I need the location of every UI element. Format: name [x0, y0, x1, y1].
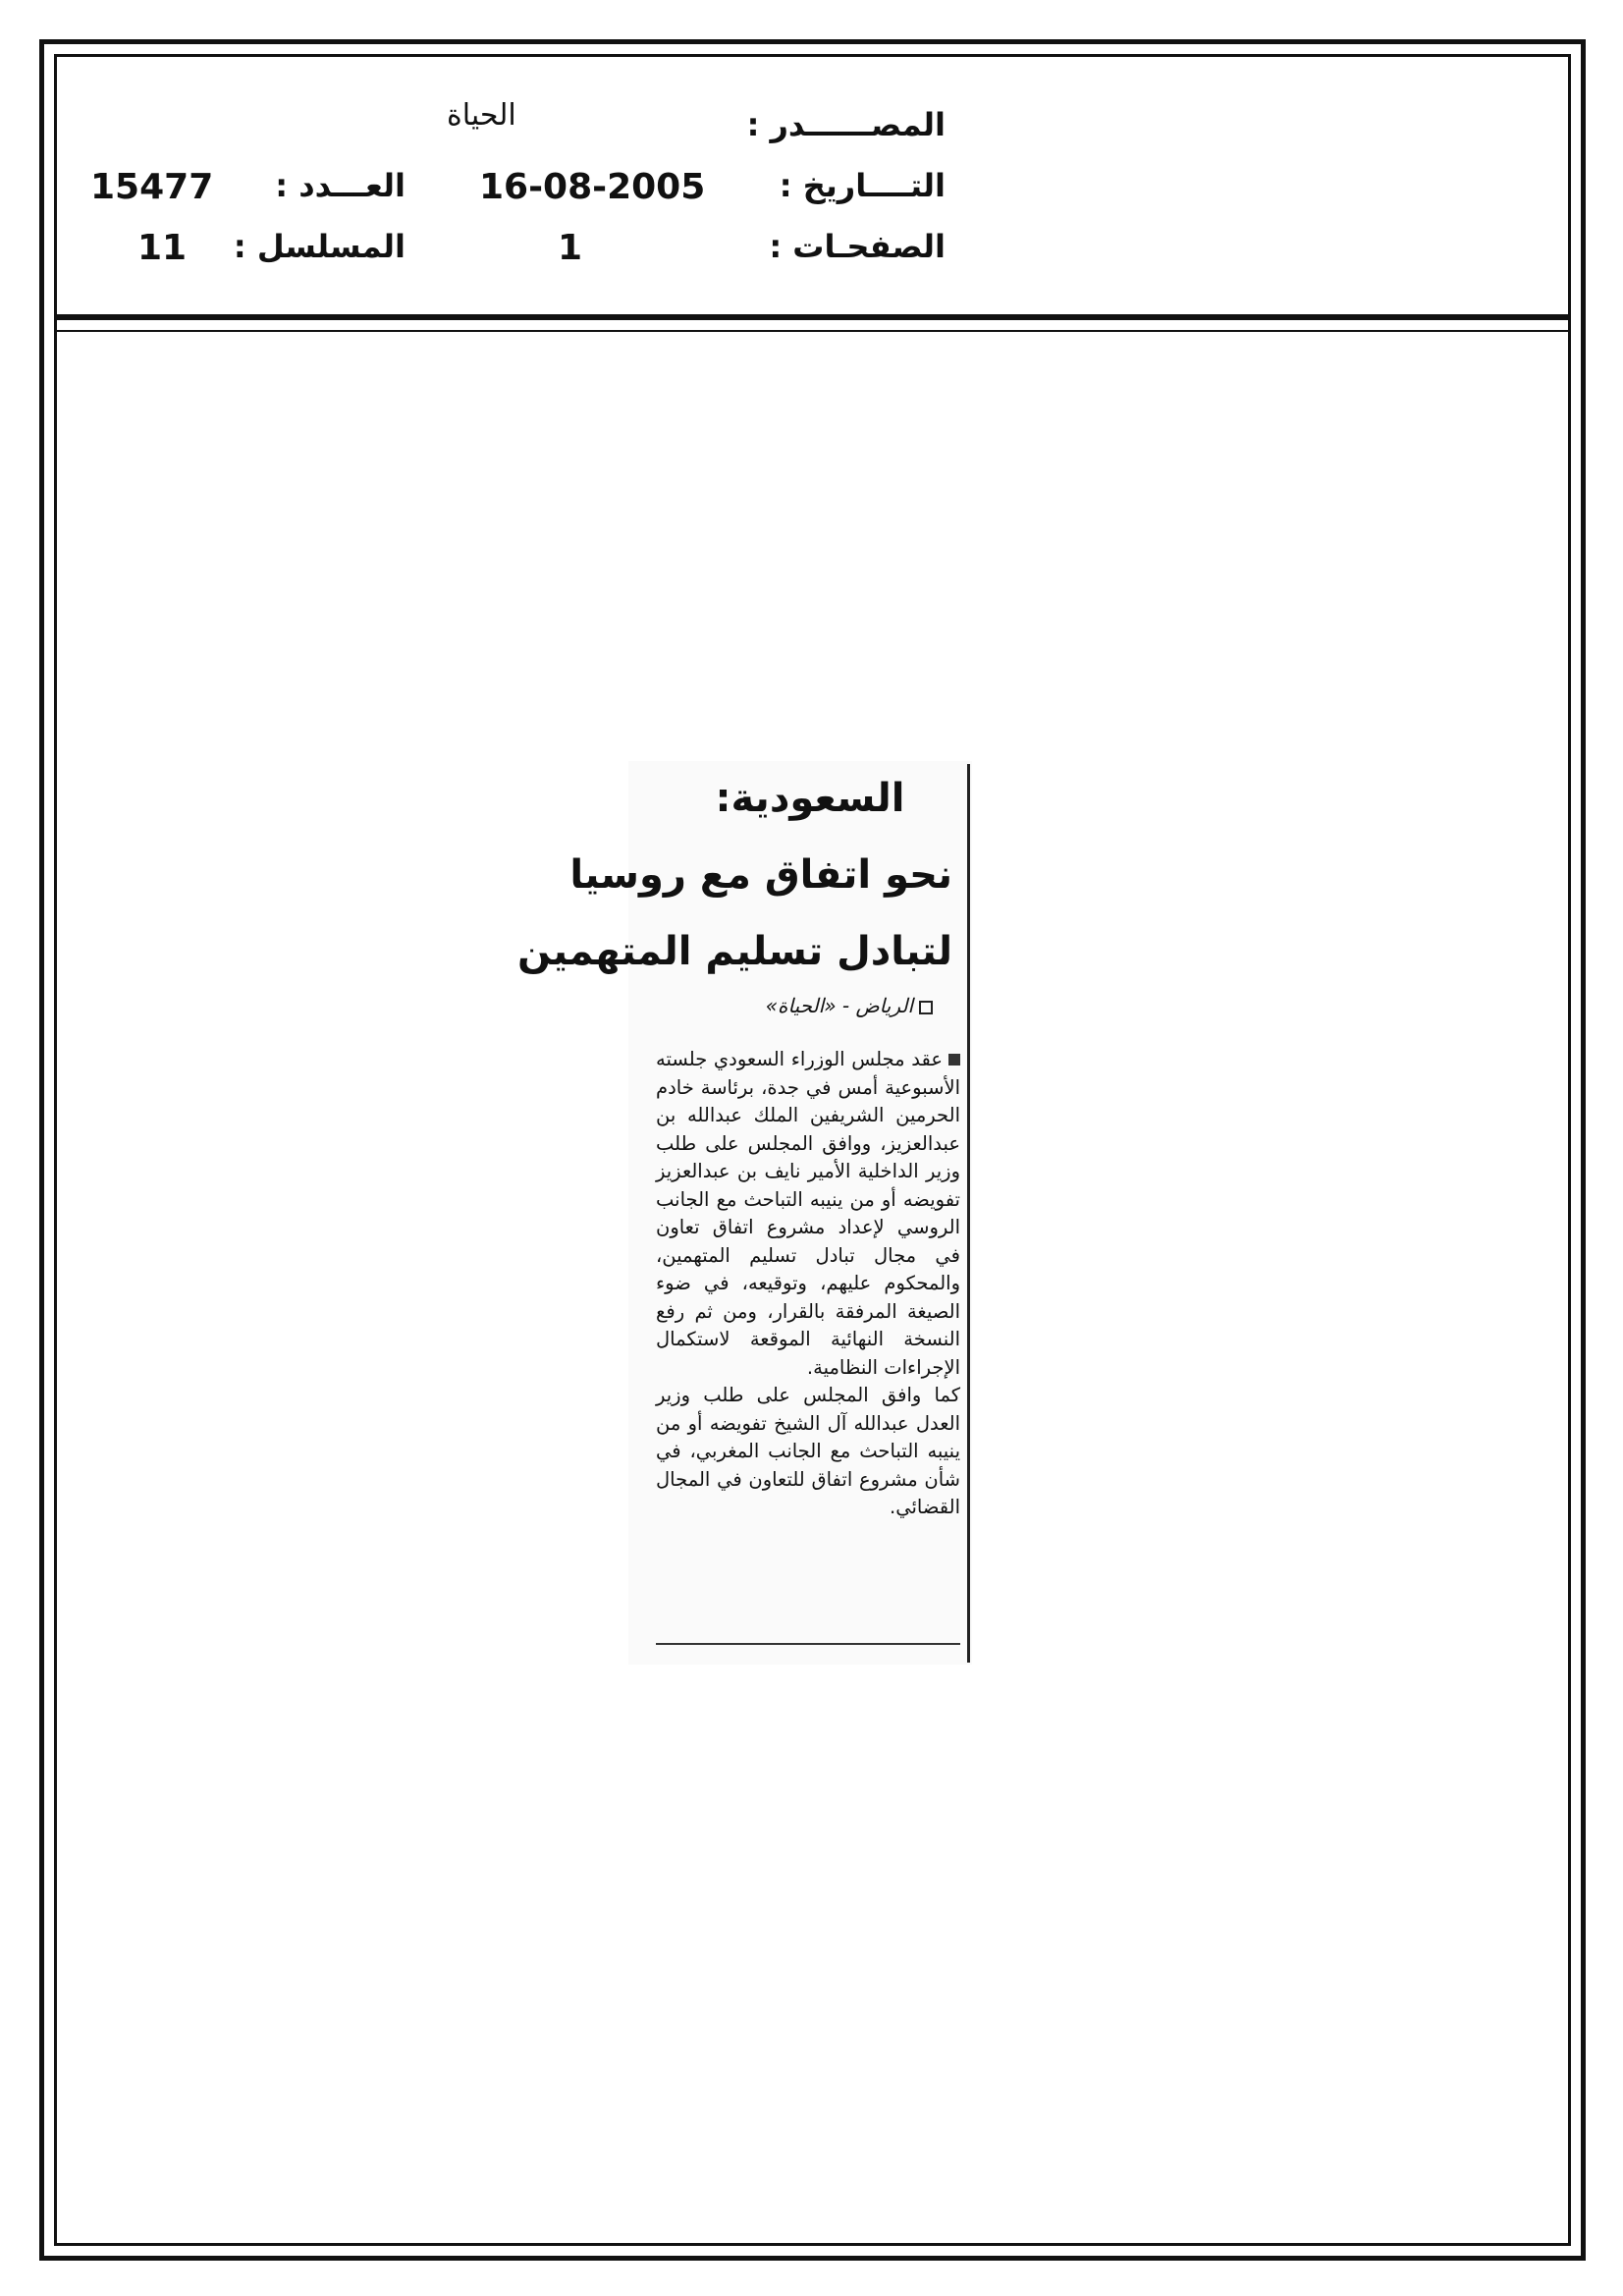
bullet-icon: [948, 1054, 960, 1066]
paragraph-1-text: عقد مجلس الوزراء السعودي جلسته الأسبوعية أمس في جدة، برئاسة خادم الحرمين الشريفين الملك عبدالله بن عبدالعزيز، ووافق المجلس على طلب وزير الداخلية الأمير نايف بن عبدالعزيز تفويضه أو من ينيبه التباحث مع الجانب الروسي لإعداد مشروع اتفاق تعاون في مجال تبادل تسليم المتهمين، والمحكوم عليهم، وتوقيعه، في ضوء الصيغة المرفقة بالقرار، ومن ثم رفع النسخة النهائية الموقعة لاستكمال الإجراءات النظامية.: [656, 1048, 960, 1379]
clipping-end-rule: [656, 1643, 960, 1645]
headline-line-1: السعودية:: [715, 776, 905, 821]
article-paragraph-2: كما وافق المجلس على طلب وزير العدل عبدالله آل الشيخ تفويضه أو من ينيبه التباحث مع الجانب المغربي، في شأن مشروع اتفاق للتعاون في المجال القضائي.: [656, 1384, 960, 1518]
serial-label: المسلسل :: [233, 228, 406, 265]
headline-line-3: لتبادل تسليم المتهمين: [517, 929, 952, 974]
header-divider-thin: [54, 330, 1571, 332]
article-paragraph-1: [656, 1046, 960, 1382]
pages-label: الصفحـات :: [769, 228, 946, 265]
square-icon: [919, 1001, 933, 1014]
issue-value: 15477: [90, 167, 214, 207]
serial-value: 11: [137, 228, 188, 268]
dateline: [687, 994, 933, 1017]
date-value: 16-08-2005: [479, 167, 706, 207]
source-value: الحياة: [447, 98, 516, 133]
issue-label: العـــدد :: [275, 167, 406, 204]
clipping-column-rule: [967, 764, 970, 1663]
date-label: التــــاريخ :: [779, 167, 946, 204]
pages-value: 1: [558, 228, 583, 268]
header-divider: [54, 314, 1571, 320]
article-body: [656, 1046, 960, 1522]
dateline-text: الرياض - «الحياة»: [765, 994, 913, 1017]
headline-line-2: نحو اتفاق مع روسيا: [569, 852, 952, 898]
source-label: المصــــــدر :: [746, 106, 946, 143]
